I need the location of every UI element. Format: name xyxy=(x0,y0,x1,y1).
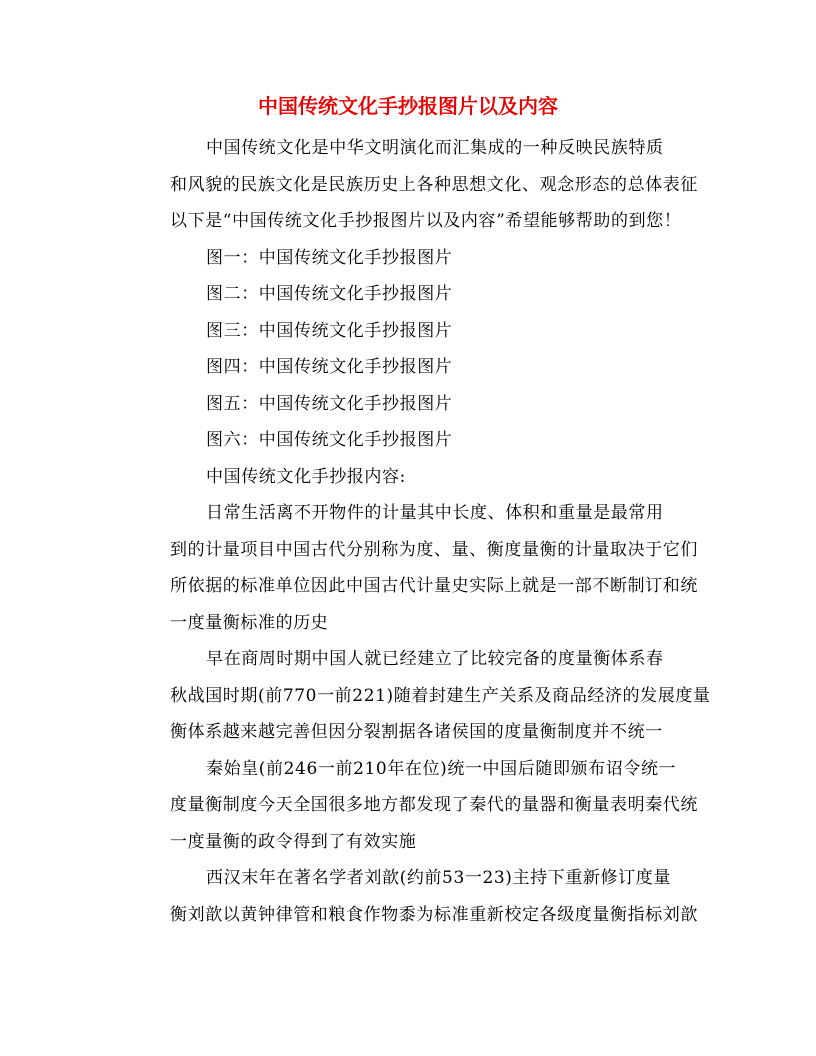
figure-caption-1: 图一：中国传统文化手抄报图片 xyxy=(206,247,453,268)
paragraph-line: 一度量衡的政令得到了有效实施 xyxy=(170,831,417,852)
paragraph-line: 所依据的标准单位因此中国古代计量史实际上就是一部不断制订和统 xyxy=(170,576,698,596)
content-paragraph-3 xyxy=(170,751,698,861)
figure-caption-5: 图五：中国传统文化手抄报图片 xyxy=(206,393,453,414)
intro-line: 以下是“中国传统文化手抄报图片以及内容”希望能够帮助的到您！ xyxy=(170,211,682,231)
paragraph-line: 西汉末年在著名学者刘歆(约前53一23)主持下重新修订度量 xyxy=(206,868,671,888)
paragraph-line: 秋战国时期(前770一前221)随着封建生产关系及商品经济的发展度量 xyxy=(170,685,711,706)
figure-caption-6: 图六：中国传统文化手抄报图片 xyxy=(206,430,453,450)
content-paragraph-2 xyxy=(170,641,711,751)
paragraph-line: 秦始皇(前246一前210年在位)统一中国后随即颁布诏令统一 xyxy=(206,758,677,779)
paragraph-line: 衡体系越来越完善但因分裂割据各诸侯国的度量衡制度并不统一 xyxy=(170,722,663,742)
paragraph-line: 衡刘歆以黄钟律管和粮食作物黍为标准重新校定各级度量衡指标刘歆 xyxy=(170,904,698,925)
figure-caption-4: 图四：中国传统文化手抄报图片 xyxy=(206,357,453,377)
figure-caption-3: 图三：中国传统文化手抄报图片 xyxy=(206,320,453,341)
content-paragraph-4 xyxy=(170,860,698,933)
paragraph-line: 一度量衡标准的历史 xyxy=(170,612,329,633)
content-paragraph-1 xyxy=(170,495,698,641)
intro-line: 中国传统文化是中华文明演化而汇集成的一种反映民族特质 xyxy=(206,138,664,158)
paragraph-line: 度量衡制度今天全国很多地方都发现了秦代的量器和衡量表明秦代统 xyxy=(170,795,698,815)
content-heading: 中国传统文化手抄报内容: xyxy=(206,466,406,487)
document-title: 中国传统文化手抄报图片以及内容 xyxy=(258,94,558,118)
intro-line: 和风貌的民族文化是民族历史上各种思想文化、观念形态的总体表征 xyxy=(170,174,698,195)
paragraph-line: 日常生活离不开物件的计量其中长度、体积和重量是最常用 xyxy=(206,503,664,523)
paragraph-line: 到的计量项目中国古代分别称为度、量、衡度量衡的计量取决于它们 xyxy=(170,539,698,560)
intro-paragraph xyxy=(170,130,698,240)
document-body xyxy=(170,130,711,933)
figure-caption-2: 图二：中国传统文化手抄报图片 xyxy=(206,284,453,304)
paragraph-line: 早在商周时期中国人就已经建立了比较完备的度量衡体系春 xyxy=(206,649,664,669)
